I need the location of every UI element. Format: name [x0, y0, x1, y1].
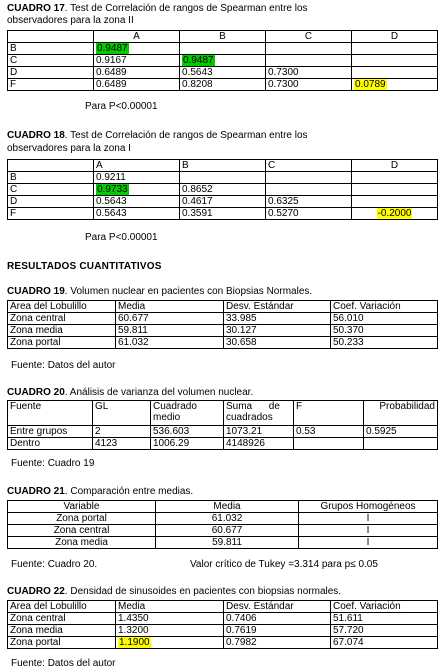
c22-note: Fuente: Datos del autor: [11, 658, 116, 669]
table-row: Area del Lobulillo Media Desv. Estándar Coef. Variación: [8, 301, 438, 313]
table-row: Zona central 1.4350 0.7406 51.611: [8, 613, 438, 625]
highlight-yellow: 1.1900: [119, 637, 150, 648]
c17-title-line2: observadores para la zona II: [7, 15, 134, 26]
table-row: Entre grupos 2 536.603 1073.21 0.53 0.5925: [8, 426, 438, 438]
table-row: Zona portal 61.032 I: [8, 513, 438, 525]
c21-note: Fuente: Cuadro 20.: [11, 559, 98, 570]
c17-title: CUADRO 17. Test de Correlación de rangos de Spearman entre los: [7, 3, 308, 14]
c21-note-tukey: Valor crítico de Tukey =3.314 para p≤ 0.05: [190, 559, 378, 570]
table-row: Area del Lobulillo Media Desv. Estándar Coef. Variación: [8, 601, 438, 613]
highlight-green: 0.9487: [97, 43, 128, 54]
c20-note: Fuente: Cuadro 19: [11, 458, 95, 469]
table-row: Zona media 1.3200 0.7619 57.720: [8, 625, 438, 637]
c19-note: Fuente: Datos del autor: [11, 360, 116, 371]
table-row: Zona portal 61.032 30.658 50.233: [8, 337, 438, 349]
c21-table: [7, 500, 438, 549]
table-row: F 0.5643 0.3591 0.5270 -0.2000: [8, 208, 438, 220]
table-row: D 0.6489 0.5643 0.7300: [8, 67, 438, 79]
c18-title-line2: observadores para la zona I: [7, 143, 131, 154]
c19-title: CUADRO 19. Volumen nuclear en pacientes con Biopsias Normales.: [7, 286, 313, 297]
table-row: Fuente GL Cuadrado medio Suma de cuadrados F Probabilidad: [8, 401, 438, 426]
table-row: D 0.5643 0.4617 0.6325: [8, 196, 438, 208]
c19-table: [7, 300, 438, 349]
table-row: F 0.6489 0.8208 0.7300 0.0789: [8, 79, 438, 91]
c22-title: CUADRO 22. Densidad de sinusoides en pacientes con biopsias normales.: [7, 586, 342, 597]
c20-title: CUADRO 20. Análisis de varianza del volumen nuclear.: [7, 387, 254, 398]
table-row: Variable Media Grupos Homogéneos: [8, 501, 438, 513]
c21-title: CUADRO 21. Comparación entre medias.: [7, 486, 194, 497]
table-row: Dentro 4123 1006.29 4148926: [8, 438, 438, 450]
c18-note: Para P<0.00001: [85, 232, 158, 243]
c18-table: [7, 159, 438, 220]
section-heading: RESULTADOS CUANTITATIVOS: [7, 261, 162, 272]
c17-table: [7, 30, 438, 91]
c17-note: Para P<0.00001: [85, 101, 158, 112]
highlight-green: 0.9487: [183, 55, 214, 66]
highlight-yellow: -0.2000: [377, 208, 412, 219]
table-row: C 0.9167 0.9487: [8, 55, 438, 67]
table-row: A B C D: [8, 31, 438, 43]
table-row: Zona central 60.677 I: [8, 525, 438, 537]
table-row: A B C D: [8, 160, 438, 172]
c22-table: [7, 600, 438, 649]
table-row: Zona portal 1.1900 0.7982 67.074: [8, 637, 438, 649]
table-row: Zona media 59.811 30.127 50.370: [8, 325, 438, 337]
highlight-yellow: 0.0789: [355, 79, 386, 90]
table-row: Zona media 59.811 I: [8, 537, 438, 549]
c18-title: CUADRO 18. Test de Correlación de rangos de Spearman entre los: [7, 130, 308, 141]
table-row: Zona central 60.677 33.985 56.010: [8, 313, 438, 325]
highlight-green: 0.9733: [97, 184, 128, 195]
table-row: C 0.9733 0.8652: [8, 184, 438, 196]
c20-table: [7, 400, 438, 450]
table-row: B 0.9487: [8, 43, 438, 55]
table-row: B 0.9211: [8, 172, 438, 184]
